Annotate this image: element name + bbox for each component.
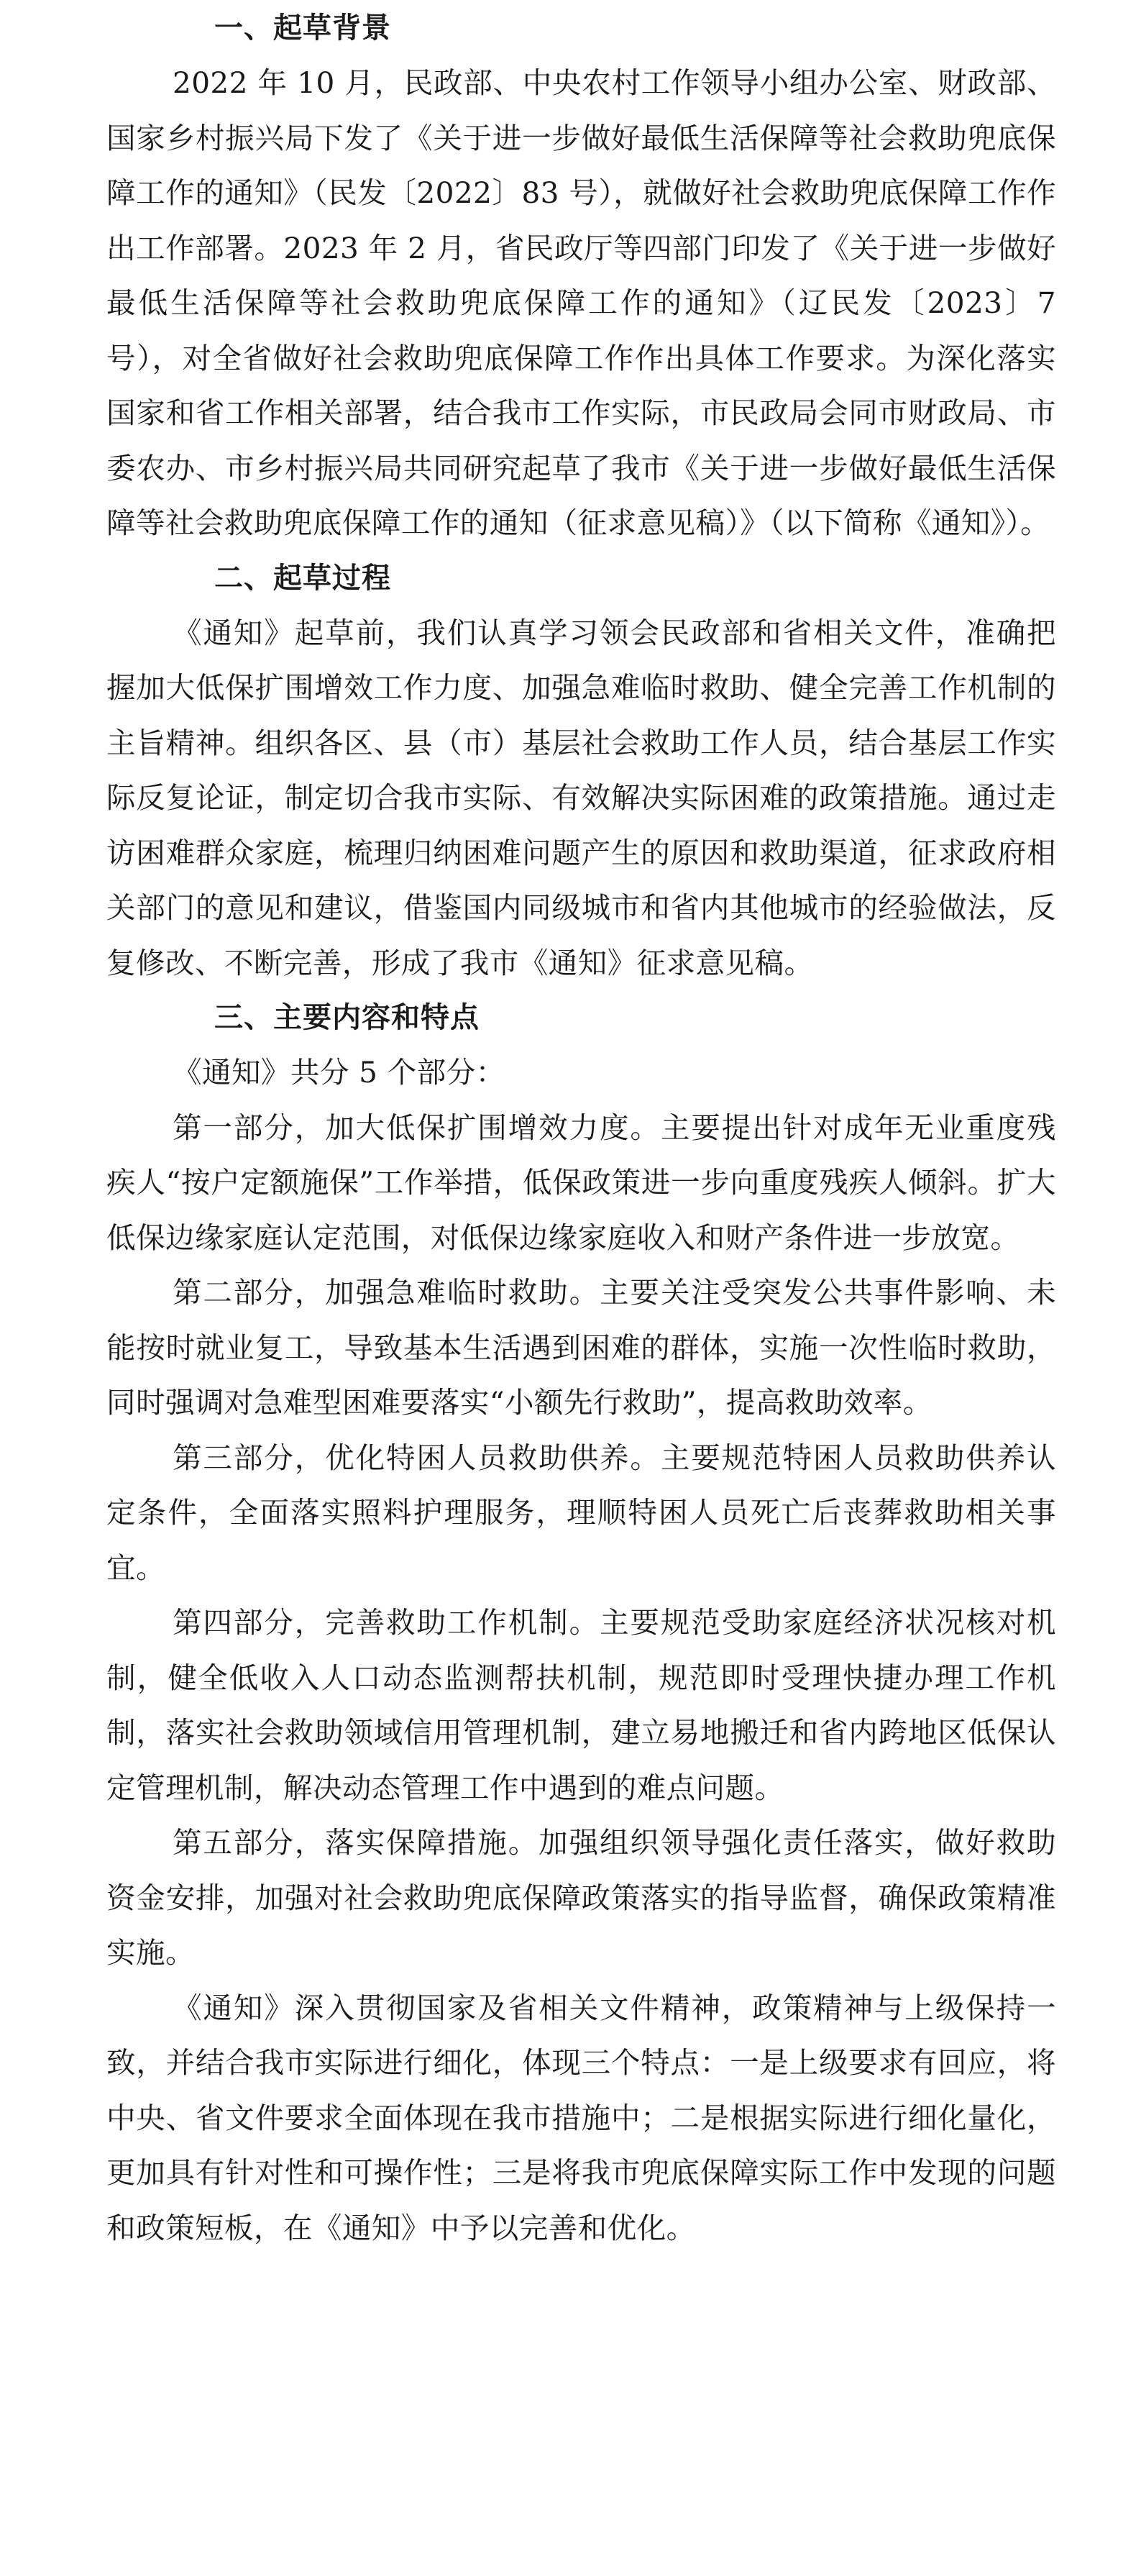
paragraph-parts-intro: 《通知》共分 5 个部分： <box>173 1055 505 1090</box>
section-heading-content: 三、主要内容和特点 <box>214 1001 480 1034</box>
paragraph-part-1: 第一部分，加大低保扩围增效力度。主要提出针对成年无业重度残疾人“按户定额施保”工作举措，低保政策进一步向重度残疾人倾斜。扩大低保边缘家庭认定范围，对低保边缘家庭收入和财产条件进一步放宽。 <box>106 1110 1056 1255</box>
paragraph-part-4: 第四部分，完善救助工作机制。主要规范受助家庭经济状况核对机制，健全低收入人口动态监测帮扶机制，规范即时受理快捷办理工作机制，落实社会救助领域信用管理机制，建立易地搬迁和省内跨地区低保认定管理机制，解决动态管理工作中遇到的难点问题。 <box>106 1605 1056 1805</box>
paragraph-part-5: 第五部分，落实保障措施。加强组织领导强化责任落实，做好救助资金安排，加强对社会救助兜底保障政策落实的指导监督，确保政策精准实施。 <box>106 1825 1056 1970</box>
document-page <box>0 1 1141 2576</box>
paragraph-part-3: 第三部分，优化特困人员救助供养。主要规范特困人员救助供养认定条件，全面落实照料护理服务，理顺特困人员死亡后丧葬救助相关事宜。 <box>106 1440 1056 1585</box>
section-heading-background: 一、起草背景 <box>214 12 391 45</box>
paragraph-background: 2022 年 10 月，民政部、中央农村工作领导小组办公室、财政部、国家乡村振兴局下发了《关于进一步做好最低生活保障等社会救助兜底保障工作的通知》（民发〔2022〕83 号），就做好社会救助兜底保障工作作出工作部署。2023 年 2 月，省民政厅等四部门印发了《关于进一步做好最低生活保障等社会救助兜底保障工作的通知》（辽民发〔2023〕7 号），对全省做好社会救助兜底保障工作作出具体工作要求。为深化落实国家和省工作相关部署，结合我市工作实际，市民政局会同市财政局、市委农办、市乡村振兴局共同研究起草了我市《关于进一步做好最低生活保障等社会救助兜底保障工作的通知（征求意见稿）》（以下简称《通知》）。 <box>106 65 1056 540</box>
paragraph-part-2: 第二部分，加强急难临时救助。主要关注受突发公共事件影响、未能按时就业复工，导致基本生活遇到困难的群体，实施一次性临时救助，同时强调对急难型困难要落实“小额先行救助”，提高救助效率。 <box>106 1275 1056 1420</box>
section-heading-process: 二、起草过程 <box>214 561 391 595</box>
paragraph-features: 《通知》深入贯彻国家及省相关文件精神，政策精神与上级保持一致，并结合我市实际进行细化，体现三个特点：一是上级要求有回应，将中央、省文件要求全面体现在我市措施中；二是根据实际进行细化量化，更加具有针对性和可操作性；三是将我市兜底保障实际工作中发现的问题和政策短板，在《通知》中予以完善和优化。 <box>106 1990 1056 2245</box>
paragraph-process: 《通知》起草前，我们认真学习领会民政部和省相关文件，准确把握加大低保扩围增效工作力度、加强急难临时救助、健全完善工作机制的主旨精神。组织各区、县（市）基层社会救助工作人员，结合基层工作实际反复论证，制定切合我市实际、有效解决实际困难的政策措施。通过走访困难群众家庭，梳理归纳困难问题产生的原因和救助渠道，征求政府相关部门的意见和建议，借鉴国内同级城市和省内其他城市的经验做法，反复修改、不断完善，形成了我市《通知》征求意见稿。 <box>106 615 1056 980</box>
